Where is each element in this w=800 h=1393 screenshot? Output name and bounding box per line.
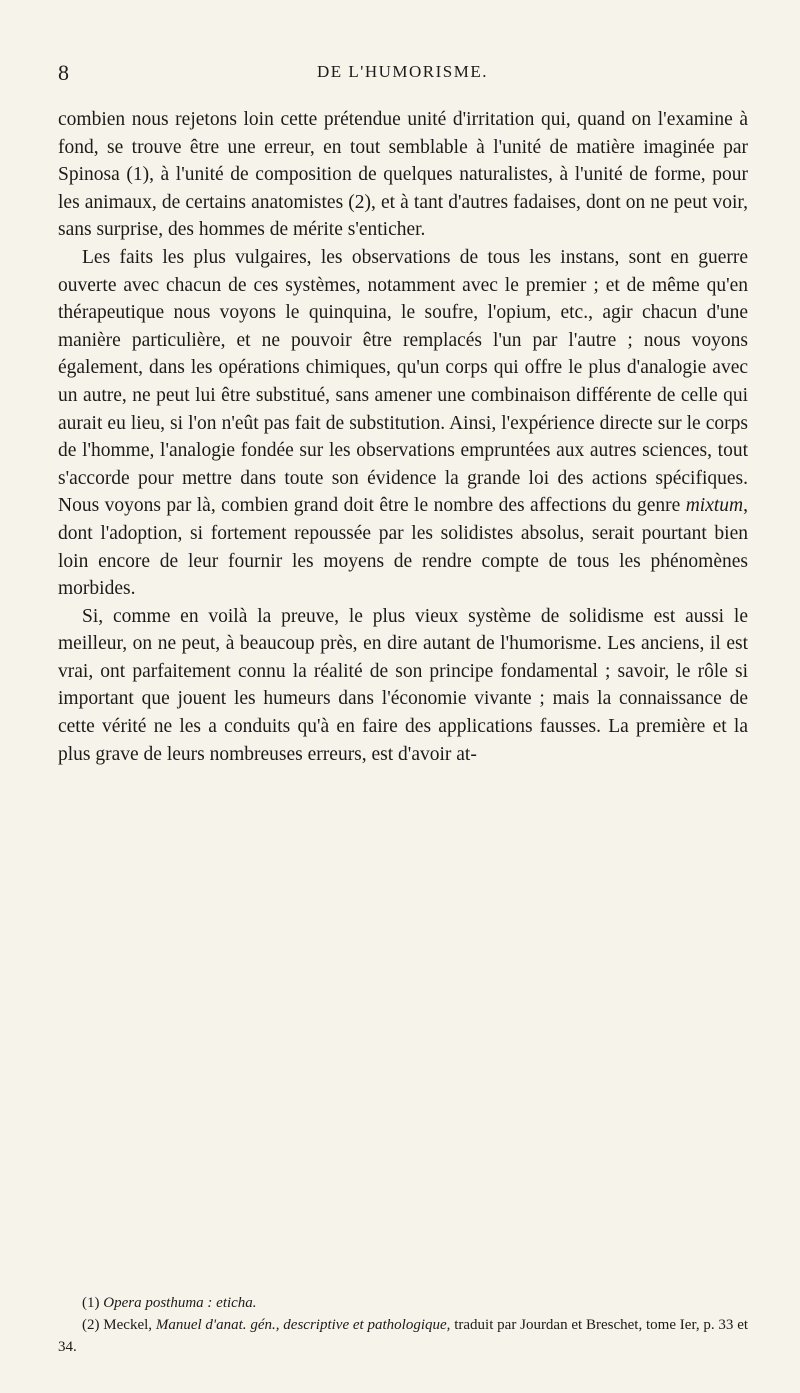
footnote-2-author: Meckel, [103,1317,153,1333]
footnote-1-text: Opera posthuma : eticha. [103,1295,257,1311]
body-text [58,106,748,768]
paragraph-2-part-b: , dont l'adoption, si fortement repoussée par les solidistes absolus, serait pourtant bien loin encore de leur fournir les moyens de rendre compte de tous les phénomènes morbides. [58,495,748,600]
italic-term-mixtum: mixtum [685,495,744,517]
paragraph-2 [58,244,748,603]
running-title: DE L'HUMORISME. [316,62,488,81]
footnote-1 [58,1292,748,1314]
paragraph-3: Si, comme en voilà la preuve, le plus vieux système de solidisme est aussi le meilleur, on ne peut, à beaucoup près, en dire autant de l'humorisme. Les anciens, il est vrai, ont parfaitement connu la réalité de son principe fondamental ; savoir, le rôle si important que jouent les humeurs dans l'économie vivante ; mais la connaissance de cette vérité ne les a conduits qu'à en faire des applications fausses. La première et la plus grave de leurs nombreuses erreurs, est d'avoir at- [58,605,748,765]
page-header [55,60,750,90]
paragraph-1: combien nous rejetons loin cette prétendue unité d'irritation qui, quand on l'examine à fond, se trouve être une erreur, en tout semblable à l'unité de matière imaginée par Spinosa (1), à l'unité de composition de quelques naturalistes, à l'unité de forme, pour les animaux, de certains anatomistes (2), et à tant d'autres fadaises, dont on ne peut voir, sans surprise, des hommes de mérite s'enticher. [58,109,748,241]
footnote-2-rest: traduit par Jourdan et Breschet, tome Ier, p. 33 et 34. [58,1317,749,1355]
footnote-2 [58,1314,748,1358]
paragraph-2-part-a: Les faits les plus vulgaires, les observations de tous les instans, sont en guerre ouverte avec chacun de ces systèmes, notamment avec le premier ; et de même qu'en thérapeutique nous voyons le quinquina, le soufre, l'opium, etc., agir chacun d'une manière particulière, et ne pouvoir être remplacés l'un par l'autre ; nous voyons également, dans les opérations chimiques, qu'un corps qui offre le plus d'analogie avec un autre, ne peut lui être substitué, sans amener une combinaison différente de celle qui aurait eu lieu, si l'on n'eût pas fait de substitution. Ainsi, l'expérience directe sur le corps de l'homme, l'analogie fondée sur les observations empruntées aux autres sciences, tout s'accorde pour mettre dans toute son évidence la grande loi des actions spécifiques. Nous voyons par là, combien grand doit être le nombre des affections du genre [58,246,748,517]
footnotes [58,1292,748,1358]
footnote-2-title: Manuel d'anat. gén., descriptive et pathologique, [155,1317,451,1333]
footnote-1-mark: (1) [82,1295,100,1311]
page-number: 8 [58,60,69,85]
book-page [55,0,750,1393]
footnote-2-mark: (2) [82,1317,100,1333]
